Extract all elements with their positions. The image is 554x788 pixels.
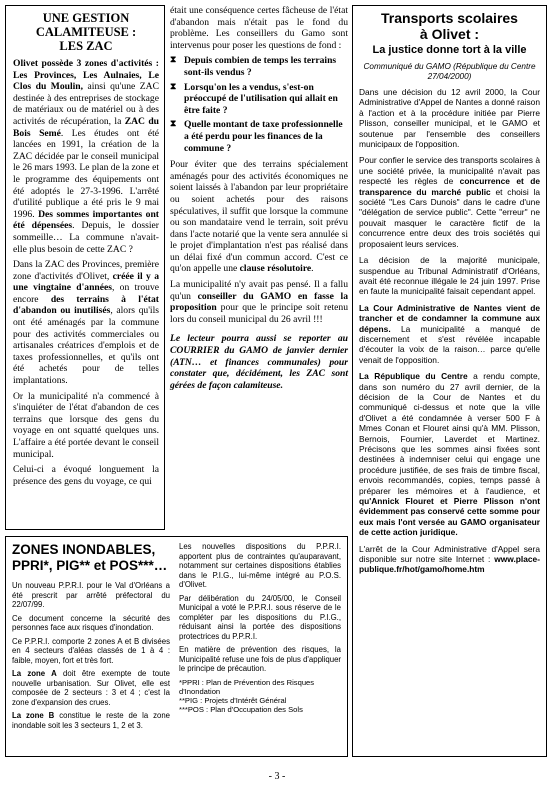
zac-p2-text-1: Dans la ZAC des Provinces, première zone d'activités d'Olivet, <box>13 259 159 282</box>
zones-inondables-title: ZONES INONDABLES, PPRI*, PIG** et POS***… <box>12 542 168 573</box>
page-number: - 3 - <box>268 771 286 782</box>
transports-title-line-1: Transports scolaires <box>381 10 518 26</box>
zi-right-paragraph-2: Par délibération du 24/05/00, le Conseil Municipal a voté le P.P.R.I. sous réserve de le compléter par les dispositions du P.I.G., réduisant ainsi la portée des dispositions protectrices du P.P.R.I. <box>179 593 341 641</box>
zones-inondables-article-box <box>5 536 348 757</box>
zac-p1-text-1: ainsi qu'une ZAC destinée à des entreprises de stockage de matériaux ou de matériel ou à des activités de récupération, la <box>13 81 159 127</box>
zac-p1-text-2: . Les études ont été lancées en 1991, la création de la ZAC décidée par le conseil municipal le 26 mars 1993. Le plan de la zone et le programme des équipements ont été adoptés le 27-3-1996. L'arrêté d'utilité publique a été pris le 9 mai 1996. <box>13 127 160 220</box>
footnote-pig: **PIG : Projets d'Intérêt Général <box>179 696 287 706</box>
zi-paragraph-1: Un nouveau P.P.R.I. pour le Val d'Orléans a été prescrit par arrêté préfectoral du 22/07/99. <box>12 581 170 609</box>
transports-p5-bold-1: La République du Centre <box>359 371 468 382</box>
zac-paragraph-4: Celui-ci a évoqué longuement la présence des gens du voyage, ce qui <box>13 464 159 487</box>
hourglass-icon: ⧗ <box>170 119 177 130</box>
website-link[interactable]: www.place-publique.fr/hot/gamo/home.htm <box>359 554 540 575</box>
zac-title-line-2: CALAMITEUSE : <box>35 25 137 39</box>
transports-paragraph-3: La décision de la majorité municipale, suspendue au Tribunal Administratif d'Orléans, avait été reconnue illégale le 24 juin 1997. Prise en faute la municipalité faisait cependant appel. <box>359 255 540 297</box>
zac-col2-paragraph-1: était une conséquence certes fâcheuse de l'état d'abandon mais n'était pas le fond du problème. Les conseillers du Gamo sont intervenus pour poser les questions de fond : <box>170 5 348 51</box>
zac-c2p2-text-2: . <box>311 263 314 275</box>
zac-p2-text-3: , alors qu'ils ont été aménagés par la commune pour des activités commerciales ou artisanales créatrices d'emplois et de taxes professionnelles, et qu'ils ont été achetés pour de telles implantations. <box>13 305 159 387</box>
transports-p2-text-1: Pour confier le service des transports scolaires à une société privée, la municipalité n'avait pas respecté les règles de <box>359 155 540 187</box>
zac-col2-paragraph-2 <box>170 159 348 275</box>
zac-c2p3-text-1: La municipalité n'y avait pas pensé. Il a fallu qu'un <box>170 279 348 302</box>
transports-subtitle: La justice donne tort à la ville <box>372 44 527 56</box>
zac-p2-text-2: , on trouve encore <box>13 282 159 305</box>
zi-paragraph-5 <box>12 711 170 730</box>
zac-article-box <box>5 5 165 530</box>
zi-paragraph-2: Ce document concerne la sécurité des personnes face aux risques d'inondation. <box>12 613 170 632</box>
question-item <box>170 119 348 154</box>
zac-col2-paragraph-3 <box>170 279 348 325</box>
zi-p4-text-1: doit être exempte de toute nouvelle urbanisation. Sur Olivet, elle est composée de 2 secteurs : 3 et 4 ; c'est la zone d'expansion des crues. <box>12 669 170 707</box>
question-text: Quelle montant de taxe professionnelle a été perdu pour les finances de la commune ? <box>184 119 343 154</box>
question-list <box>170 55 348 154</box>
zac-c2p2-bold-1: clause résolutoire <box>239 263 312 275</box>
transports-article-box <box>352 5 547 757</box>
hourglass-icon: ⧗ <box>170 81 177 92</box>
transports-p6-text-1: L'arrêt de la Cour Administrative d'Appel sera disponible sur notre site Internet : <box>359 543 540 565</box>
zones-inondables-column-2 <box>179 542 341 715</box>
transports-paragraph-6 <box>359 544 540 575</box>
zi-right-paragraph-3: En matière de prévention des risques, la Municipalité refuse une fois de plus d'appliquer le principe de précaution. <box>179 645 341 673</box>
zac-p2-bold-1: créée il y a une vingtaine d'années <box>13 270 159 294</box>
zi-p5-text-1: constitue le reste de la zone inondable soit les 3 secteurs 1, 2 et 3. <box>12 711 170 730</box>
zac-paragraph-2 <box>13 259 159 387</box>
transports-paragraph-2 <box>359 155 540 249</box>
question-item <box>170 55 348 78</box>
zac-p2-bold-2: des terrains à l'état d'abandon ou inutilisés <box>13 293 159 317</box>
transports-p4-bold-1: La Cour Administrative de Nantes vient de trancher et de condamner la commune aux dépens. <box>359 302 540 334</box>
zi-right-paragraph-1: Les nouvelles dispositions du P.P.R.I. apportent plus de contraintes qu'auparavant, notamment sur certaines dispositions établies dans le P.I.G., lui-même intégré au P.O.S. d'Olivet. <box>179 542 341 589</box>
zac-p1-text-3: . Depuis, le dossier sommeille… La commune n'avait-elle plus besoin de cette ZAC ? <box>13 220 159 255</box>
zi-p4-bold-1: La zone A <box>12 669 57 678</box>
zac-c2p3-bold-1: conseiller du GAMO en fasse la proposition <box>170 290 348 314</box>
transports-title-line-2: à Olivet : <box>419 26 480 42</box>
zac-p1-bold-1: Olivet possède 3 zones d'activités : Les Provinces, Les Aulnaies, Le Clos du Moulin, <box>13 58 159 93</box>
transports-p2-bold-1: concurrence et de transparence du marché public <box>359 176 540 197</box>
zac-paragraph-1 <box>13 58 159 255</box>
transports-paragraph-5 <box>359 371 540 538</box>
zac-paragraph-3: Or la municipalité n'a commencé à s'inquiéter de l'état d'abandon de ces terrains que lorsque des gens du voyage en ont squatté quelques uns. L'affaire a été portée devant le conseil municipal. <box>13 390 159 460</box>
zi-paragraph-3: Ce P.P.R.I. comporte 2 zones A et B divisées en 4 secteurs d'aléas classés de 1 à 4 : faible, moyen, fort et très fort. <box>12 636 170 665</box>
transports-title <box>359 10 540 42</box>
zac-title-line-1: UNE GESTION <box>42 11 130 25</box>
zac-p1-bold-3: Des sommes importantes ont été dépensées <box>13 208 159 232</box>
hourglass-icon: ⧗ <box>170 55 177 66</box>
transports-p5-text-1: a rendu compte, dans son numéro du 27 avril dernier, de la décision de la Cour de Nantes et du communiqué ci-dessus et note que la ville d'Olivet a été condamnée à verser 500 F à Mmes Conan et Flouret ainsi qu'à MM. Plisson, Bernois, Fournier, Laverdet et Martinez. Précisons que les sommes ainsi fixées sont destinées à indemniser celui qui engage une procédure justifiée, de ses frais de timbre fiscal, envois recommandés, copies, temps passé à préparer les mémoires et à l'audience, et <box>359 371 540 496</box>
question-text: Lorsqu'on les a vendus, s'est-on préoccupé de l'utilisation qui allait en être faite ? <box>184 81 338 116</box>
zac-title <box>13 11 159 53</box>
transports-paragraph-1: Dans une décision du 12 avril 2000, la Cour Administrative d'Appel de Nantes a donné raison à l'action et à la procédure initiée par Pierre Plisson, conseiller municipal, et le GAMO et soutenue par l'ensemble des conseillers municipaux de l'opposition. <box>359 87 540 150</box>
transports-p5-bold-2: qu'Annick Flouret et Pierre Plisson n'ont évidemment pas conservé cette somme pour eux mais l'ont versée au GAMO organisateur de cette action juridique. <box>359 496 540 538</box>
transports-paragraph-4 <box>359 303 540 365</box>
zi-p5-bold-1: La zone B <box>12 711 55 720</box>
zac-title-line-3: LES ZAC <box>59 39 113 53</box>
question-text: Depuis combien de temps les terrains sont-ils vendus ? <box>184 55 337 78</box>
transports-communique: Communiqué du GAMO (République du Centre 27/04/2000) <box>363 62 536 81</box>
footnote-ppri: *PPRI : Plan de Prévention des Risques d'Inondation <box>179 677 315 696</box>
zac-p1-bold-2: ZAC du Bois Semé <box>13 115 159 139</box>
transports-p4-text-1: La municipalité a manqué de discernement et s'est révélée incapable d'écouter la voix de la raison… parce qu'elle venait de l'opposition. <box>359 323 540 365</box>
zac-reader-note: Le lecteur pourra aussi se reporter au COURRIER du GAMO de janvier dernier (ATN… et finances communales) pour constater que, décidément, les ZAC sont gérées de façon calamiteuse. <box>170 333 348 391</box>
zac-c2p3-text-2: pour que le principe soit retenu lors du conseil municipal du 26 avril !!! <box>170 302 348 325</box>
footnote-pos: ***POS : Plan d'Occupation des Sols <box>179 705 303 715</box>
question-item <box>170 82 348 117</box>
zi-paragraph-4 <box>12 669 170 707</box>
zac-article-column-2 <box>170 5 348 520</box>
zac-c2p2-text-1: Pour éviter que des terrains spécialement aménagés pour des activités économiques ne soient laissés à l'abandon par leur propriétaire ou soient achetés pour des raisons spéculatives, il suffit que lorsque la commune ou son mandataire vend le terrain, soit prévu dans l'acte notarié que la vente sera annulée si le projet d'implantation n'est pas réalisé dans un délai fixé d'un commun accord. C'est ce qu'on appelle une <box>170 159 348 275</box>
transports-p2-text-2: et choisi la société "Les Cars Dunois" dans le cadre d'une "délégation de service public". Cette "erreur" ne pouvait masquer le caractère fictif de la concurrence entre deux des trois sociétés qui proposaient leurs services. <box>359 186 540 249</box>
zones-inondables-column-1 <box>12 581 170 734</box>
